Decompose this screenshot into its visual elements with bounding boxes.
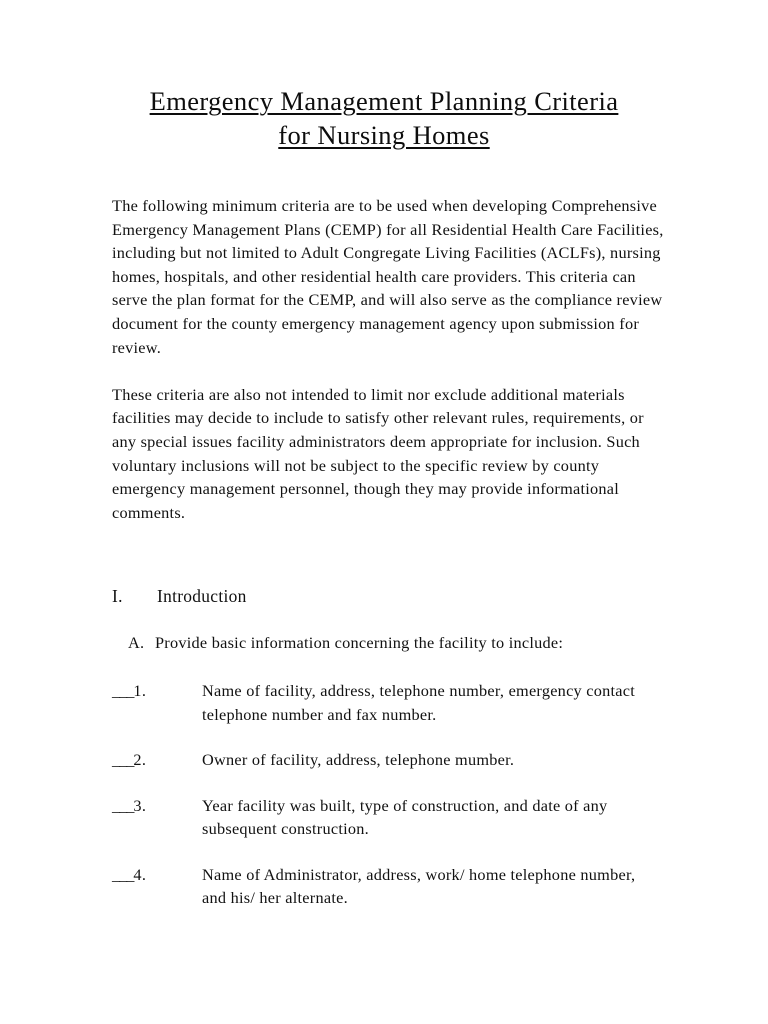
section-heading-introduction xyxy=(112,584,664,608)
checklist-item-1-blank[interactable]: ___ xyxy=(112,680,134,700)
checklist-item-1-text: Name of facility, address, telephone number, emergency contact telephone number and fax number. xyxy=(202,680,636,724)
sub-item-a-text: Provide basic information concerning the facility to include: xyxy=(155,633,564,653)
checklist-item xyxy=(112,794,664,841)
checklist-item-1-marker[interactable] xyxy=(112,679,202,726)
title-line-1 xyxy=(0,84,768,118)
checklist-item-3-number: 3. xyxy=(133,795,147,815)
title-line-2 xyxy=(0,118,768,152)
checklist-item-2-number: 2. xyxy=(133,750,147,770)
intro-paragraph-2: These criteria are also not intended to limit nor exclude additional materials facilities may decide to include to satisfy other relevant rules, requirements, or any special issues facility administrators deem appropriate for inclusion. Such voluntary inclusions will not be subject to the specific review by county emergency management personnel, though they may provide informational comments. xyxy=(112,384,644,522)
checklist-item-4-blank[interactable]: ___ xyxy=(112,864,134,884)
checklist-item-2-marker[interactable] xyxy=(112,748,202,772)
title-line-2-text: for Nursing Homes xyxy=(278,120,490,150)
document-title xyxy=(0,0,768,152)
checklist-item xyxy=(112,748,664,772)
checklist-item-3-marker[interactable] xyxy=(112,794,202,841)
checklist-item-4-text: Name of Administrator, address, work/ home telephone number, and his/ her alternate. xyxy=(202,864,636,908)
checklist-item-4-number: 4. xyxy=(133,864,147,884)
section-heading-label: Introduction xyxy=(157,586,247,607)
sub-item-a xyxy=(128,631,664,655)
checklist-item-1-number: 1. xyxy=(133,680,147,700)
checklist-item-4-marker[interactable] xyxy=(112,863,202,910)
title-line-1-text: Emergency Management Planning Criteria xyxy=(149,86,619,116)
checklist xyxy=(112,679,664,910)
checklist-item-3-text: Year facility was built, type of construction, and date of any subsequent construction. xyxy=(202,795,608,839)
checklist-item xyxy=(112,679,664,726)
checklist-item-2-text: Owner of facility, address, telephone mumber. xyxy=(202,750,515,770)
section-numeral: I. xyxy=(112,586,123,607)
checklist-item-2-blank[interactable]: ___ xyxy=(112,750,134,770)
checklist-item xyxy=(112,863,664,910)
sub-item-a-letter: A. xyxy=(128,633,145,653)
checklist-item-3-blank[interactable]: ___ xyxy=(112,795,134,815)
intro-paragraph-1: The following minimum criteria are to be used when developing Comprehensive Emergency Management Plans (CEMP) for all Residential Health Care Facilities, including but not limited to Adult Congregate Living Facilities (ACLFs), nursing homes, hospitals, and other residential health care providers. This criteria can serve the plan format for the CEMP, and will also serve as the compliance review document for the county emergency management agency upon submission for review. xyxy=(112,196,664,357)
document-body xyxy=(112,194,664,910)
